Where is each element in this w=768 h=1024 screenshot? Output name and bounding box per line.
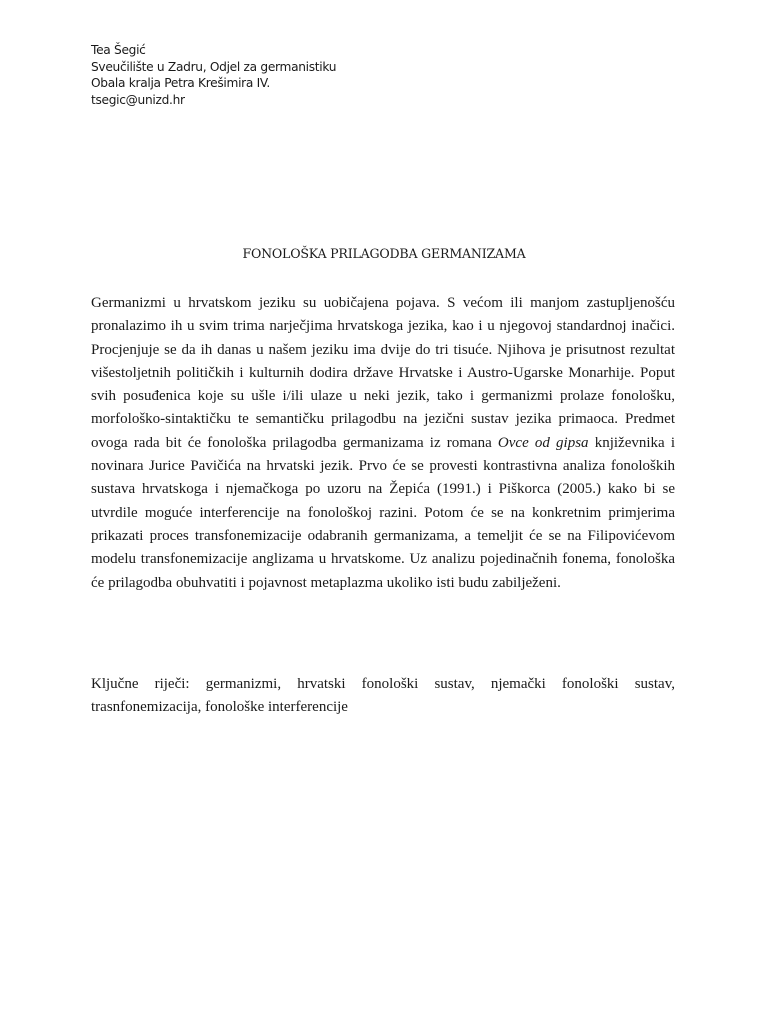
paper-title: FONOLOŠKA PRILAGODBA GERMANIZAMA [242,246,526,261]
keywords-paragraph: Ključne riječi: germanizmi, hrvatski fonološki sustav, njemački fonološki sustav, trasnfonemizacija, fonološke interferencije [91,676,675,716]
author-email: tsegic@unizd.hr [91,92,185,107]
author-block [91,42,336,108]
author-affiliation: Sveučilište u Zadru, Odjel za germanistiku [91,59,337,74]
abstract-text-part2: književnika i novinara Jurice Pavičića na hrvatski jezik. Prvo će se provesti kontrastivna analiza fonoloških sustava hrvatskoga i njemačkoga po uzoru na Žepića (1991.) i Piškorca (2005.) kako bi se utvrdile moguće interferencije na fonološkoj razini. Potom će se na konkretnim primjerima prikazati proces transfonemizacije odabranih germanizama, a temeljit će se na Filipovićevom modelu transfonemizacije anglizama u hrvatskome. Uz analizu pojedinačnih fonema, fonološka će prilagodba obuhvatiti i pojavnost metaplazma ukoliko isti budu zabilježeni. [91,434,676,591]
abstract-paragraph [91,292,675,595]
abstract-text-part1: Germanizmi u hrvatskom jeziku su uobičajena pojava. S većom ili manjom zastupljenošću pronalazimo ih u svim trima narječjima hrvatskoga jezika, kao i u njegovoj standardnoj inačici. Procjenjuje se da ih danas u našem jeziku ima dvije do tri tisuće. Njihova je prisutnost rezultat višestoljetnih političkih i kulturnih dodira države Hrvatske i Austro-Ugarske Monarhije. Poput svih posuđenica koje su ušle i/ili ulaze u neki jezik, tako i germanizmi prolaze fonološku, morfološko-sintaktičku te semantičku prilagodbu na jezični sustav jezika primaoca. Predmet ovoga rada bit će fonološka prilagodba germanizama iz romana [91,295,675,451]
author-name: Tea Šegić [91,43,146,57]
author-address: Obala kralja Petra Krešimira IV. [91,76,270,90]
novel-title: Ovce od gipsa [497,434,589,451]
